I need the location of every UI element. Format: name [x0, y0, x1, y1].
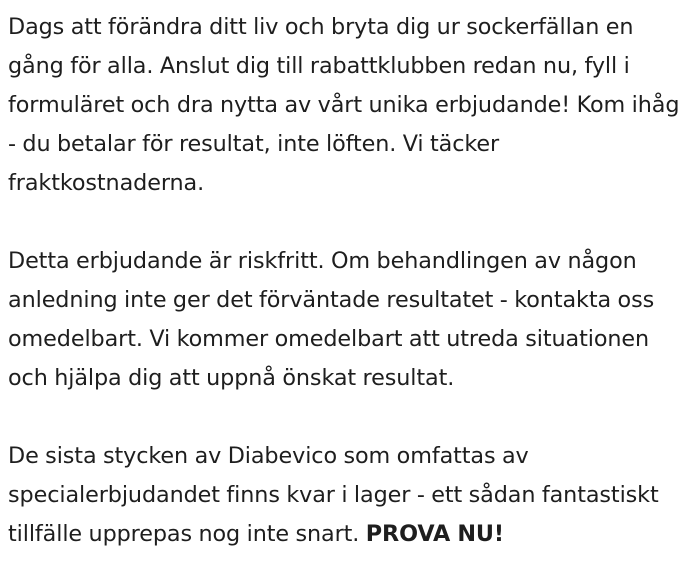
- cta-text: PROVA NU!: [365, 521, 504, 547]
- paragraph-intro: Dags att förändra ditt liv och bryta dig ur sockerfällan en gång för alla. Anslut dig till rabattklubben redan nu, fyll i formuläret och dra nytta av vårt unika erbjudande! Kom ihåg - du betalar för resultat, inte löften. Vi täcker fraktkostnaderna.: [8, 14, 680, 196]
- paragraph-stock: [8, 437, 692, 554]
- paragraph-risk-free: Detta erbjudande är riskfritt. Om behandlingen av någon anledning inte ger det förväntade resultatet - kontakta oss omedelbart. Vi kommer omedelbart att utreda situationen och hjälpa dig att uppnå önskat resultat.: [8, 248, 655, 391]
- paragraph-stock-text: De sista stycken av Diabevico som omfattas av specialerbjudandet finns kvar i lager - ett sådan fantastiskt tillfälle upprepas nog inte snart.: [8, 443, 659, 547]
